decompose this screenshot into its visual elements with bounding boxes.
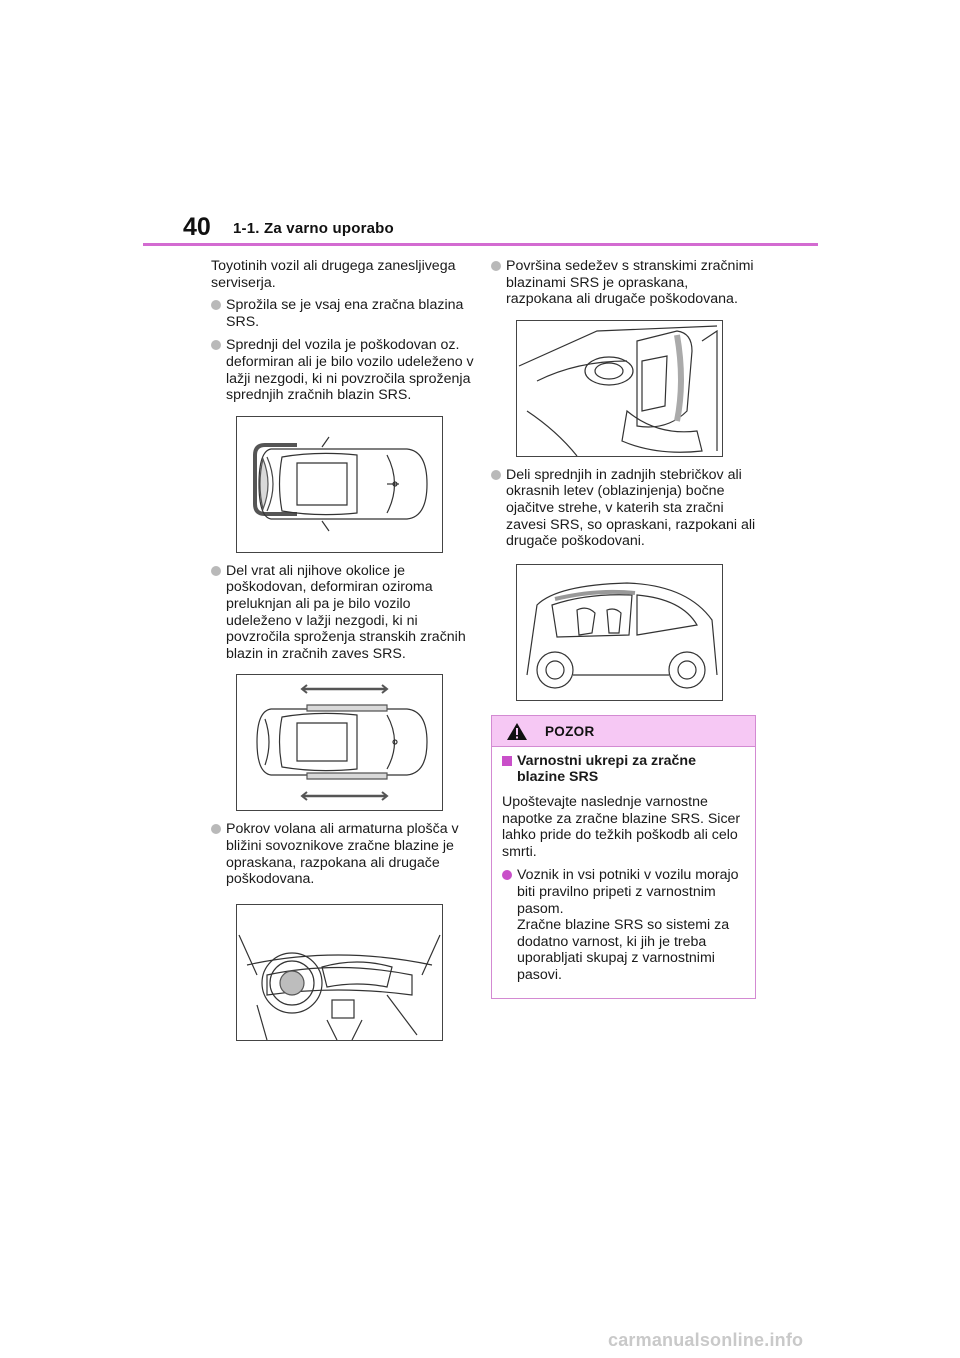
bullet-icon <box>211 300 221 310</box>
bullet-text: Deli sprednjih in zadnjih stebričkov ali okrasnih letev (oblazinjenja) bočne ojačitve strehe, v katerih sta zračni zavesi SRS, so opraskani, razpokani ali drugače poškodovani. <box>506 466 756 550</box>
warning-header <box>492 716 755 747</box>
bullet-text: Pokrov volana ali armaturna plošča v bližini sovoznikove zračne blazine je opraskana, razpokana ali drugače poškodovana. <box>226 821 459 888</box>
page-number: 40 <box>183 213 211 241</box>
left-column <box>211 258 476 1051</box>
right-column <box>491 258 756 999</box>
list-item <box>211 821 476 887</box>
list-item <box>491 258 756 308</box>
warning-box <box>491 715 756 1000</box>
bullet-icon <box>211 340 221 350</box>
bullet-text <box>517 867 739 983</box>
bullet-text-line: Voznik in vsi potniki v vozilu morajo biti pravilno pripeti z varnostnim pasom. <box>517 867 739 917</box>
car-top-side-figure <box>236 674 443 811</box>
list-item <box>211 297 476 330</box>
bullet-text: Sprožila se je vsaj ena zračna blazina SRS. <box>226 297 464 330</box>
bullet-icon <box>211 824 221 834</box>
list-item <box>211 563 476 663</box>
warning-text: Upoštevajte naslednje varnostne napotke za zračne blazine SRS. Sicer lahko pride do težkih poškodb ali celo smrti. <box>502 793 741 860</box>
warning-heading-text: Varnostni ukrepi za zračne blazine SRS <box>517 752 696 786</box>
car-top-front-figure <box>236 416 443 553</box>
list-item <box>211 337 476 403</box>
bullet-icon <box>502 870 512 880</box>
side-airbag-seat-figure <box>516 320 723 457</box>
bullet-text-line: Zračne blazine SRS so sistemi za dodatno varnost, ki jih je treba uporabljati skupaj z varnostnimi pasovi. <box>517 917 730 983</box>
warning-heading <box>502 753 745 786</box>
section-title: 1-1. Za varno uporabo <box>233 220 394 237</box>
bullet-text: Sprednji del vozila je poškodovan oz. deformiran ali je bilo vozilo udeleženo v lažji nezgodi, ki ni povzročila sproženja sprednjih zračnih blazin SRS. <box>226 337 474 404</box>
list-item <box>491 467 756 550</box>
bullet-icon <box>491 470 501 480</box>
list-item <box>502 867 745 983</box>
bullet-icon <box>491 261 501 271</box>
square-bullet-icon <box>502 756 512 766</box>
bullet-text: Površina sedežev s stranskimi zračnimi blazinami SRS je opraskana, razpokana ali drugače poškodovana. <box>506 258 754 308</box>
intro-text: Toyotinih vozil ali drugega zanesljivega serviserja. <box>211 258 456 291</box>
header-rule <box>143 243 818 246</box>
curtain-airbag-figure <box>516 564 723 701</box>
dashboard-figure <box>236 904 443 1041</box>
bullet-icon <box>211 566 221 576</box>
warning-triangle-icon <box>506 722 528 741</box>
warning-body <box>492 747 755 999</box>
warning-label: POZOR <box>545 723 595 739</box>
watermark: carmanualsonline.info <box>608 1330 804 1350</box>
bullet-text: Del vrat ali njihove okolice je poškodovan, deformiran oziroma preluknjan ali pa je bilo vozilo udeleženo v lažji nezgodi, ki ni povzročila sproženja stranskih zračnih blazin in zračnih zaves SRS. <box>226 562 466 662</box>
